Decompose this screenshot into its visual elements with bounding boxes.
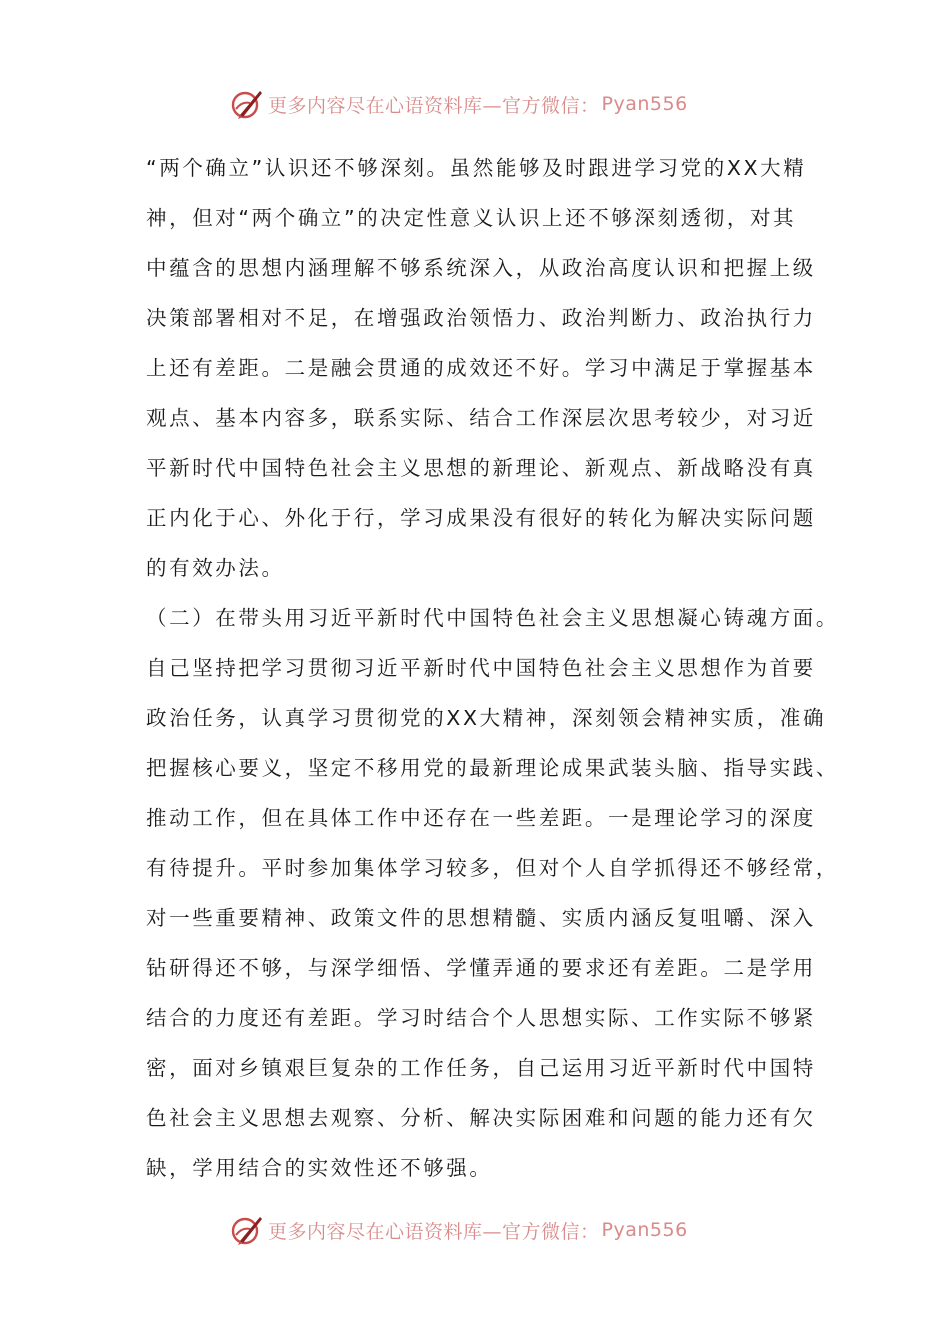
text-line: 密，面对乡镇艰巨复杂的工作任务，自己运用习近平新时代中国特 (146, 1056, 816, 1080)
text-line: 的有效办法。 (146, 556, 285, 580)
text-line: 有待提升。平时参加集体学习较多，但对个人自学抓得还不够经常， (146, 856, 839, 880)
text-line: 观点、基本内容多，联系实际、结合工作深层次思考较少，对习近 (146, 406, 816, 430)
document-body (146, 150, 839, 1200)
watermark-text: 更多内容尽在心语资料库—官方微信： (268, 1220, 600, 1243)
text-line: “两个确立”认识还不够深刻。虽然能够及时跟进学习党的XX大精 (146, 156, 807, 180)
text-line: 钻研得还不够，与深学细悟、学懂弄通的要求还有差距。二是学用 (146, 956, 816, 980)
text-line: 神，但对“两个确立”的决定性意义认识上还不够深刻透彻，对其 (146, 206, 797, 230)
text-line: 结合的力度还有差距。学习时结合个人思想实际、工作实际不够紧 (146, 1006, 816, 1030)
text-line: 缺，学用结合的实效性还不够强。 (146, 1156, 493, 1180)
footer-watermark (230, 1210, 688, 1250)
text-line: 政治任务，认真学习贯彻党的XX大精神，深刻领会精神实质，准确 (146, 706, 827, 730)
text-line: 正内化于心、外化于行，学习成果没有很好的转化为解决实际问题 (146, 506, 816, 530)
pen-logo-icon (230, 87, 264, 121)
text-line: 自己坚持把学习贯彻习近平新时代中国特色社会主义思想作为首要 (146, 656, 816, 680)
header-watermark (230, 84, 688, 124)
watermark-wechat-id: Pyan556 (601, 93, 688, 115)
text-line: 对一些重要精神、政策文件的思想精髓、实质内涵反复咀嚼、深入 (146, 906, 816, 930)
section-heading: （二）在带头用习近平新时代中国特色社会主义思想凝心铸魂方面。 (146, 606, 839, 630)
text-line: 推动工作，但在具体工作中还存在一些差距。一是理论学习的深度 (146, 806, 816, 830)
text-line: 决策部署相对不足，在增强政治领悟力、政治判断力、政治执行力 (146, 306, 816, 330)
text-line: 中蕴含的思想内涵理解不够系统深入，从政治高度认识和把握上级 (146, 256, 816, 280)
text-line: 把握核心要义，坚定不移用党的最新理论成果武装头脑、指导实践、 (146, 756, 839, 780)
watermark-wechat-id: Pyan556 (601, 1219, 688, 1241)
pen-logo-icon (230, 1213, 264, 1247)
text-line: 色社会主义思想去观察、分析、解决实际困难和问题的能力还有欠 (146, 1106, 816, 1130)
watermark-text: 更多内容尽在心语资料库—官方微信： (268, 94, 600, 117)
text-line: 上还有差距。二是融会贯通的成效还不好。学习中满足于掌握基本 (146, 356, 816, 380)
text-line: 平新时代中国特色社会主义思想的新理论、新观点、新战略没有真 (146, 456, 816, 480)
